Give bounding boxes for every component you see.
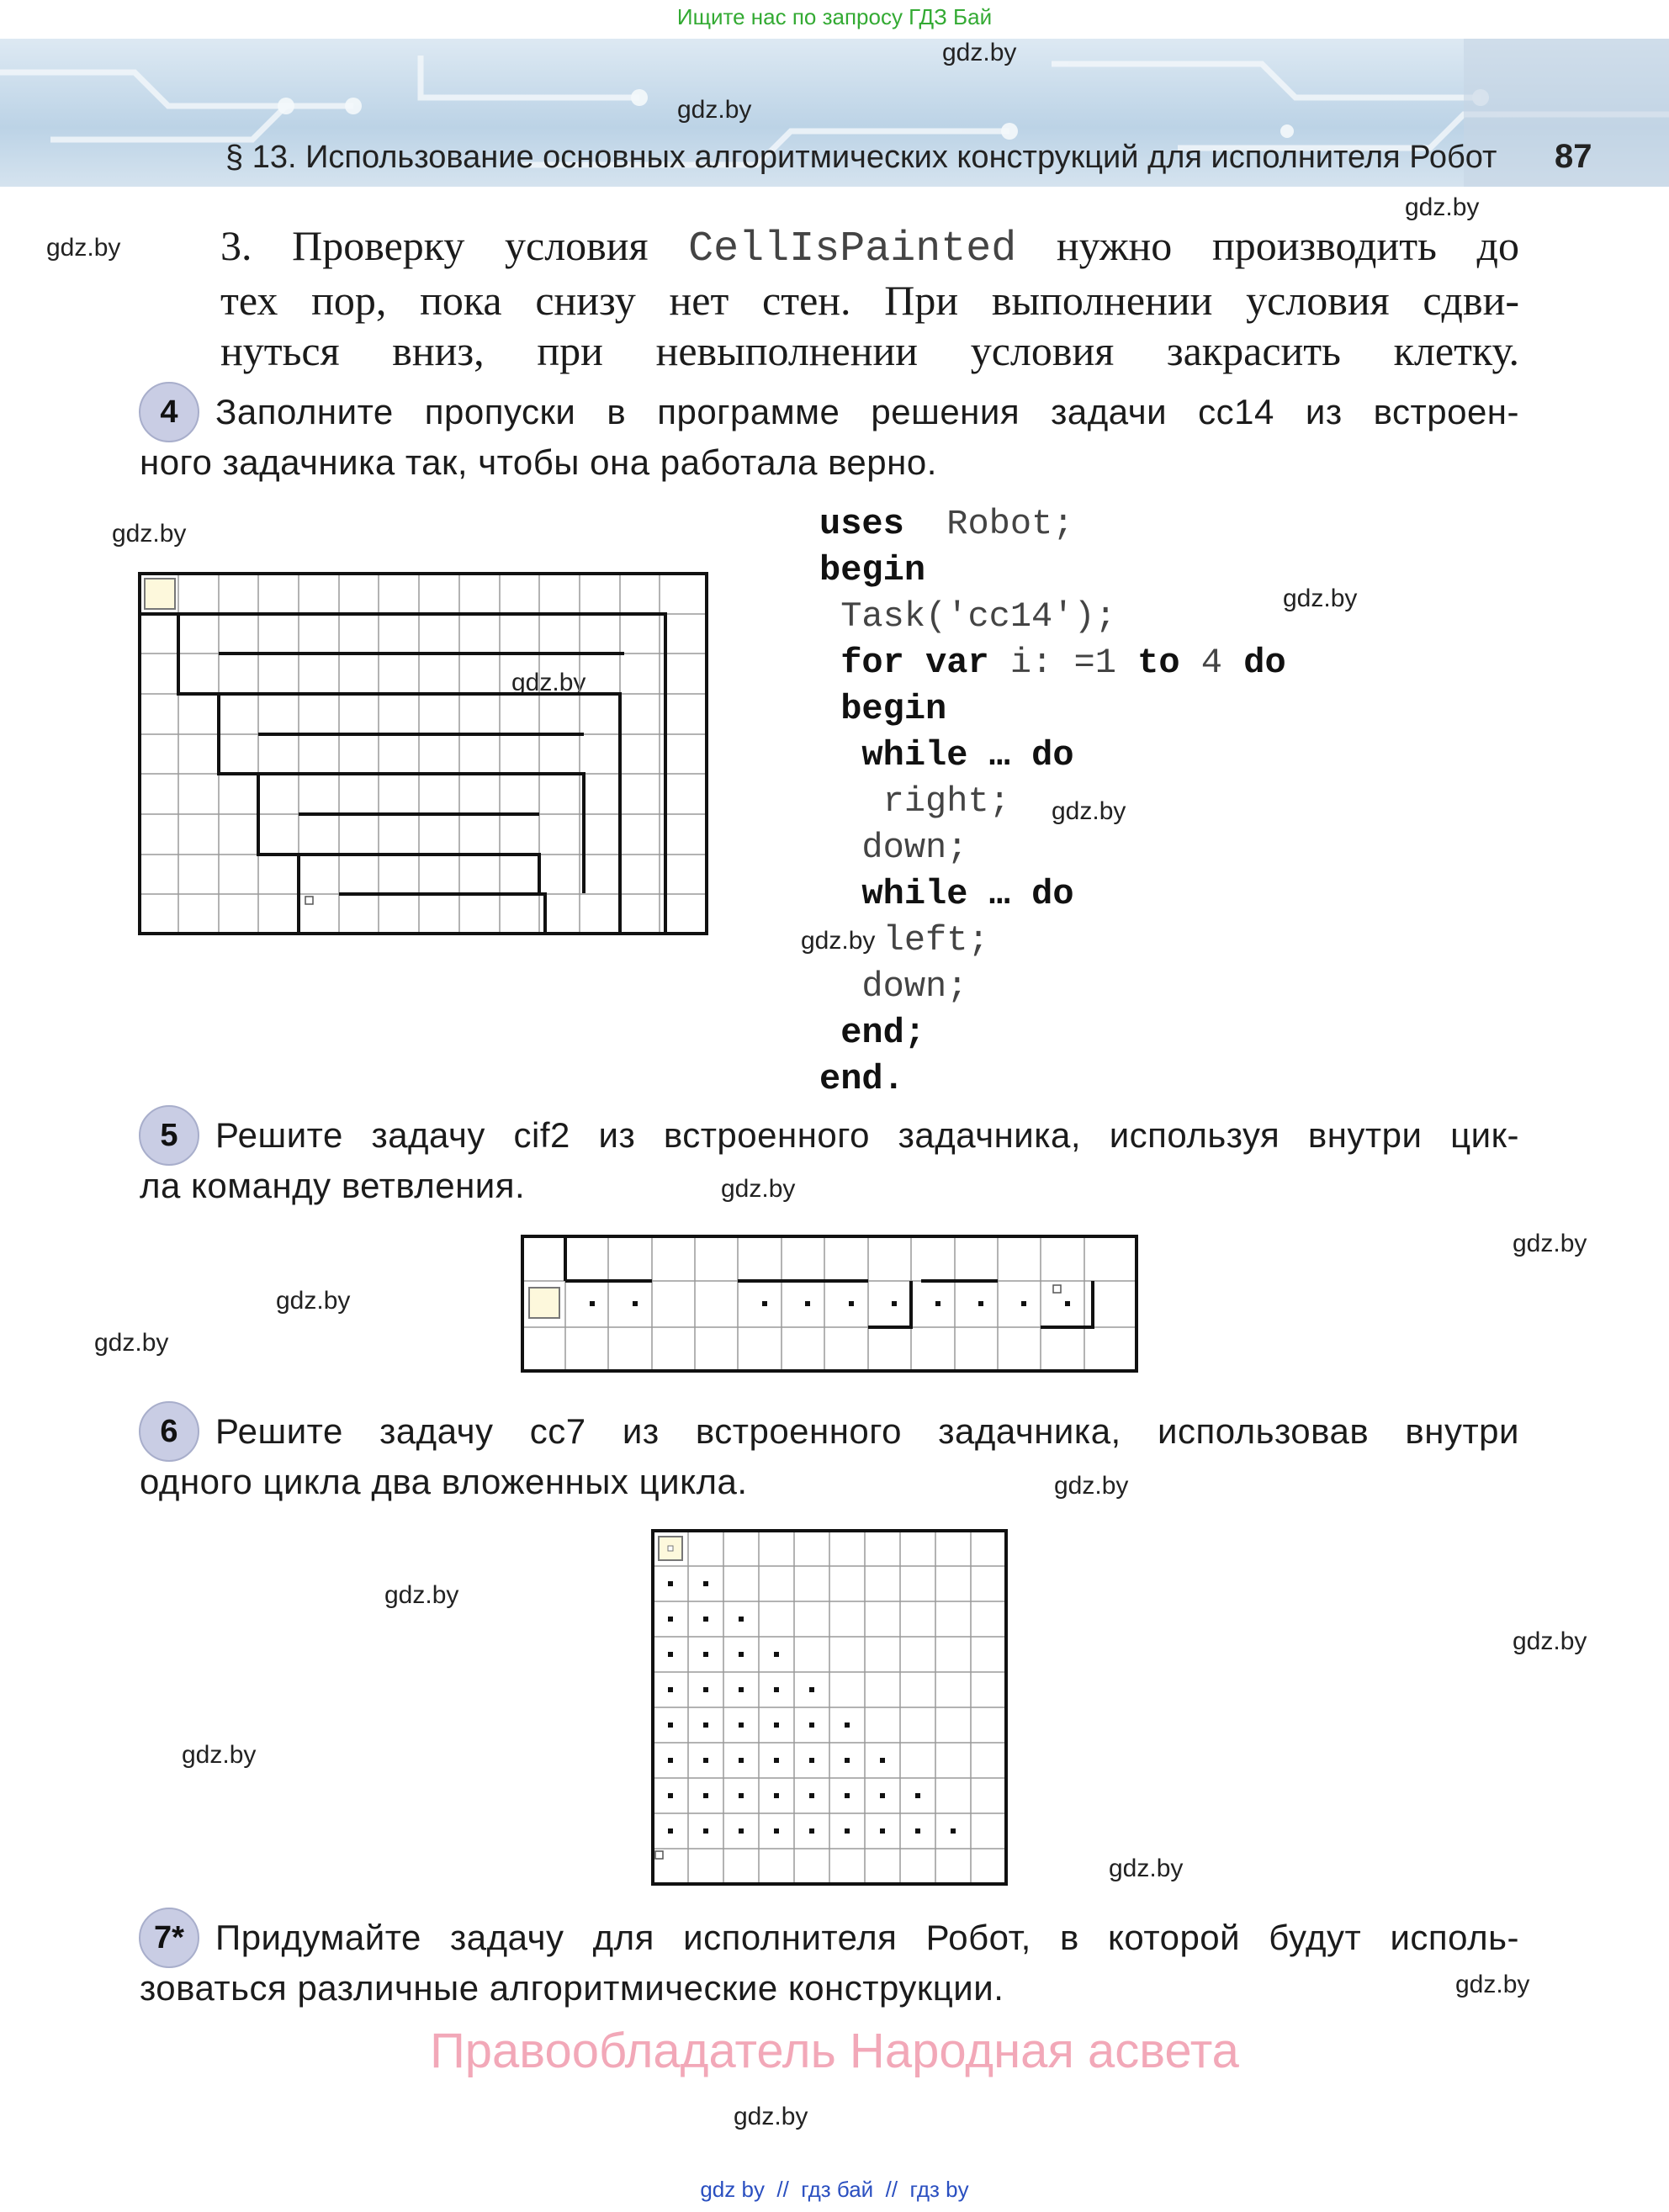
code-keyword: for xyxy=(840,643,904,683)
watermark: gdz.by xyxy=(1405,193,1480,221)
code-line xyxy=(819,779,1286,825)
watermark: gdz.by xyxy=(1052,797,1126,825)
watermark: gdz.by xyxy=(1054,1472,1129,1500)
watermark: gdz.by xyxy=(942,39,1017,66)
step3-paragraph xyxy=(220,220,1519,376)
code-blank: … xyxy=(988,735,1010,775)
robot-field-cc7 xyxy=(651,1529,1008,1886)
code-line xyxy=(819,871,1286,918)
code-keyword: while xyxy=(861,735,968,775)
code-blank: … xyxy=(988,874,1010,914)
copyright-holder: Правообладатель Народная асвета xyxy=(430,2024,1239,2078)
task7-line1: Придумайте задачу для исполнителя Робот, в которой будут исполь- xyxy=(215,1918,1519,1957)
code-line xyxy=(819,1010,1286,1056)
step3-line1 xyxy=(220,220,1519,275)
code-keyword: to xyxy=(1137,643,1180,683)
code-keyword: uses xyxy=(819,504,904,544)
code-text: left; xyxy=(882,920,989,960)
task4-line1: Заполните пропуски в программе решения задачи cc14 из встроен- xyxy=(215,392,1519,431)
watermark: gdz.by xyxy=(276,1287,351,1315)
robot-field-cif2 xyxy=(521,1235,1138,1373)
watermark: gdz.by xyxy=(1283,585,1358,612)
code-line xyxy=(819,686,1286,733)
watermark: gdz.by xyxy=(721,1175,796,1203)
code-line xyxy=(819,548,1286,594)
task6-line1: Решите задачу cc7 из встроенного задачника, использовав внутри xyxy=(215,1411,1519,1451)
task7-line2: зоваться различные алгоритмические конструкции. xyxy=(140,1968,1004,2008)
code-text: down; xyxy=(861,828,968,868)
watermark: gdz.by xyxy=(46,234,121,262)
code-line xyxy=(819,825,1286,871)
watermark: gdz.by xyxy=(1109,1855,1184,1882)
code-line xyxy=(819,640,1286,686)
code-text: i: =1 xyxy=(1009,643,1116,683)
watermark: gdz.by xyxy=(112,520,187,548)
task4-line2: ного задачника так, чтобы она работала верно. xyxy=(140,442,937,482)
task-number: 5 xyxy=(139,1105,199,1166)
task-number: 7* xyxy=(139,1908,199,1968)
code-text: right; xyxy=(882,781,1010,822)
task-number: 4 xyxy=(139,382,199,442)
code-keyword: do xyxy=(1031,874,1074,914)
code-listing xyxy=(819,501,1286,1103)
watermark: gdz.by xyxy=(182,1741,257,1769)
code-keyword: end. xyxy=(819,1059,904,1099)
code-keyword: while xyxy=(861,874,968,914)
watermark: gdz.by xyxy=(677,96,752,124)
code-keyword: var xyxy=(925,643,989,683)
code-line xyxy=(819,964,1286,1010)
task5-line1: Решите задачу cif2 из встроенного задачника, используя внутри цик- xyxy=(215,1115,1519,1155)
code-text: 4 xyxy=(1200,643,1223,683)
task6-line2: одного цикла два вложенных цикла. xyxy=(140,1462,748,1501)
step3-suffix: нужно производить до xyxy=(1056,222,1519,269)
code-line xyxy=(819,594,1286,640)
watermark: gdz.by xyxy=(801,927,876,955)
code-text: Task('cc14'); xyxy=(840,596,1116,637)
watermark: gdz.by xyxy=(1455,1971,1530,1998)
watermark: gdz.by xyxy=(511,669,586,696)
code-line xyxy=(819,918,1286,964)
code-keyword: begin xyxy=(840,689,947,729)
task5-line2: ла команду ветвления. xyxy=(140,1166,526,1205)
watermark: gdz.by xyxy=(734,2103,808,2130)
code-word: CellIsPainted xyxy=(688,225,1017,273)
code-keyword: end; xyxy=(840,1013,926,1053)
footer-links[interactable]: gdz by // гдз бай // гдз by xyxy=(700,2177,969,2202)
code-line xyxy=(819,733,1286,779)
robot-field-cc14 xyxy=(138,572,708,935)
top-search-banner: Ищите нас по запросу ГДЗ Бай xyxy=(676,4,993,29)
code-line xyxy=(819,1056,1286,1103)
code-text: down; xyxy=(861,966,968,1007)
watermark: gdz.by xyxy=(1513,1230,1587,1257)
task-number: 6 xyxy=(139,1401,199,1462)
step3-line2: тех пор, пока снизу нет стен. При выполнении условия сдви- xyxy=(220,277,1519,324)
code-text: Robot; xyxy=(946,504,1074,544)
code-keyword: do xyxy=(1031,735,1074,775)
watermark: gdz.by xyxy=(384,1581,459,1609)
code-keyword: begin xyxy=(819,550,926,590)
watermark: gdz.by xyxy=(94,1329,169,1357)
step3-prefix: 3. Проверку условия xyxy=(220,222,649,269)
running-title: § 13. Использование основных алгоритмических конструкций для исполнителя Робот xyxy=(225,140,1497,175)
code-keyword: do xyxy=(1243,643,1286,683)
watermark: gdz.by xyxy=(1513,1627,1587,1655)
code-line xyxy=(819,501,1286,548)
step3-line3: нуться вниз, при невыполнении условия закрасить клетку. xyxy=(220,327,1519,374)
page-number: 87 xyxy=(1555,138,1592,175)
